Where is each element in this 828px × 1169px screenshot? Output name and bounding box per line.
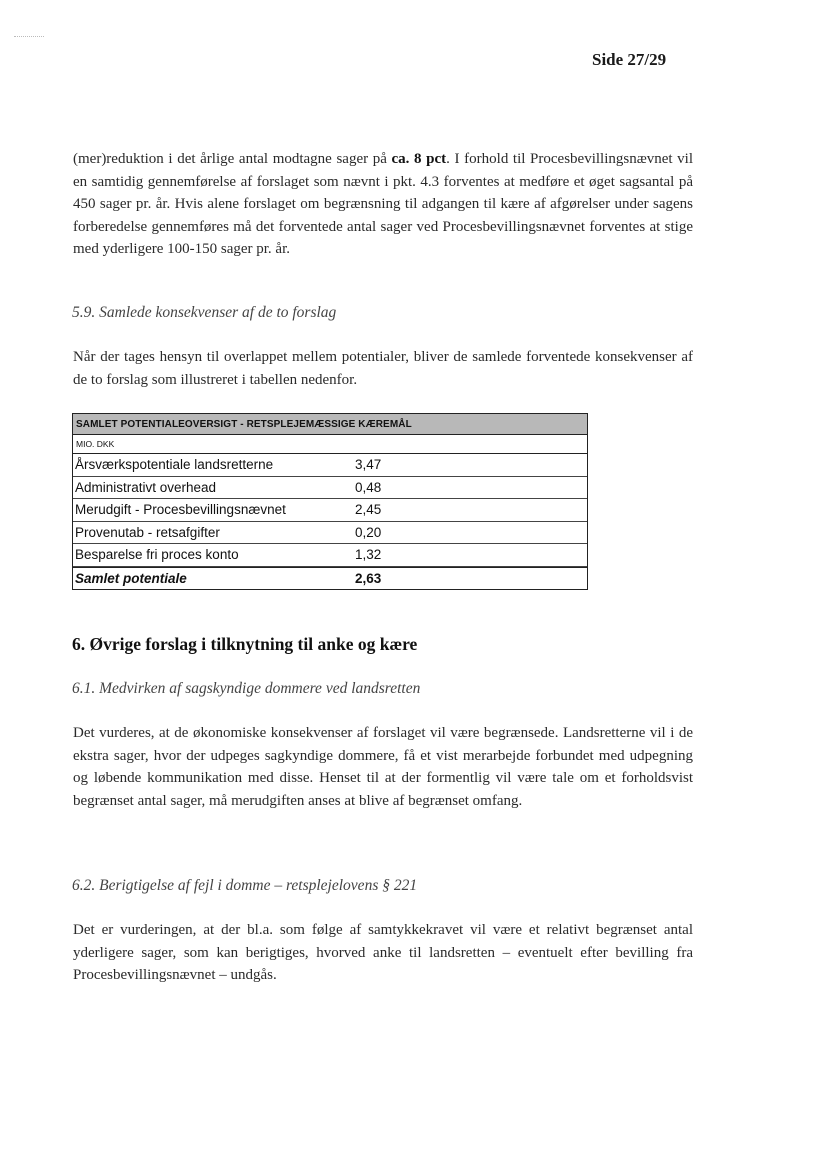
scan-artifact bbox=[14, 36, 44, 39]
table-row-value: 0,20 bbox=[355, 524, 382, 540]
table-row-label: Besparelse fri proces konto bbox=[75, 547, 239, 562]
section-heading-5-9: 5.9. Samlede konsekvenser af de to forslag bbox=[72, 304, 337, 321]
table-row bbox=[73, 499, 587, 522]
table-row bbox=[73, 477, 587, 500]
table-row bbox=[73, 454, 587, 477]
paragraph-reduction-bold: ca. 8 pct bbox=[391, 151, 447, 167]
table-total-label: Samlet potentiale bbox=[75, 570, 187, 586]
table-row-label: Årsværkspotentiale landsretterne bbox=[75, 457, 274, 472]
paragraph-reduction-start: (mer)reduktion i det årlige antal modtagne sager på bbox=[73, 151, 392, 167]
section-heading-6: 6. Øvrige forslag i tilknytning til anke og kære bbox=[72, 634, 418, 654]
table-row-value: 3,47 bbox=[355, 457, 382, 472]
table-row bbox=[73, 522, 587, 545]
table-header: SAMLET POTENTIALEOVERSIGT - RETSPLEJEMÆSSIGE KÆREMÅL bbox=[73, 414, 587, 435]
table-row-value: 0,48 bbox=[355, 479, 382, 495]
table-row-label: Merudgift - Procesbevillingsnævnet bbox=[75, 502, 286, 517]
table-row-label: Provenutab - retsafgifter bbox=[75, 524, 220, 540]
section-heading-6-1: 6.1. Medvirken af sagskyndige dommere ved landsretten bbox=[72, 680, 421, 697]
paragraph-expert-judges: Det vurderes, at de økonomiske konsekvenser af forslaget vil være begrænsede. Landsretterne vil i de ekstra sager, hvor der udpeges sagkyndige dommere, få et vist merarbejde forbundet med udpegning og løbende kommunikation med disse. Henset til at der formentlig vil være tale om et forholdsvist begrænset antal sager, må merudgiften anses at blive af begrænset omfang. bbox=[73, 725, 693, 809]
table-total-value: 2,63 bbox=[355, 570, 382, 586]
section-heading-6-2: 6.2. Berigtigelse af fejl i domme – retsplejelovens § 221 bbox=[72, 877, 418, 894]
paragraph-reduction-end: . I forhold til Procesbevillingsnævnet vil en samtidig gennemførelse af forslaget som nævnt i pkt. 4.3 forventes at medføre et øget sagsantal på 450 sager pr. år. Hvis alene forslaget om begrænsning til adgangen til kære af afgørelser under sagens forberedelse gennemføres må det forventede antal sager ved Procesbevillingsnævnet forventes at stige med yderligere 100-150 sager pr. år. bbox=[73, 151, 694, 257]
potential-table bbox=[72, 413, 588, 590]
table-row-label: Administrativt overhead bbox=[75, 479, 217, 495]
table-row-value: 1,32 bbox=[355, 547, 382, 562]
table-total-row bbox=[73, 567, 587, 590]
table-row-value: 2,45 bbox=[355, 502, 382, 517]
table-row bbox=[73, 544, 587, 567]
page-number: Side 27/29 bbox=[592, 50, 667, 69]
paragraph-reduction bbox=[73, 148, 693, 261]
paragraph-overlap: Når der tages hensyn til overlappet mellem potentialer, bliver de samlede forventede konsekvenser af de to forslag som illustreret i tabellen nedenfor. bbox=[73, 349, 693, 388]
table-unit: MIO. DKK bbox=[73, 435, 587, 454]
paragraph-rectification: Det er vurderingen, at der bl.a. som følge af samtykkekravet vil være et relativt begrænset antal yderligere sager, som kan berigtiges, hvorved anke til landsretten – eventuelt efter bevilling fra Procesbevillingsnævnet – undgås. bbox=[73, 922, 693, 983]
